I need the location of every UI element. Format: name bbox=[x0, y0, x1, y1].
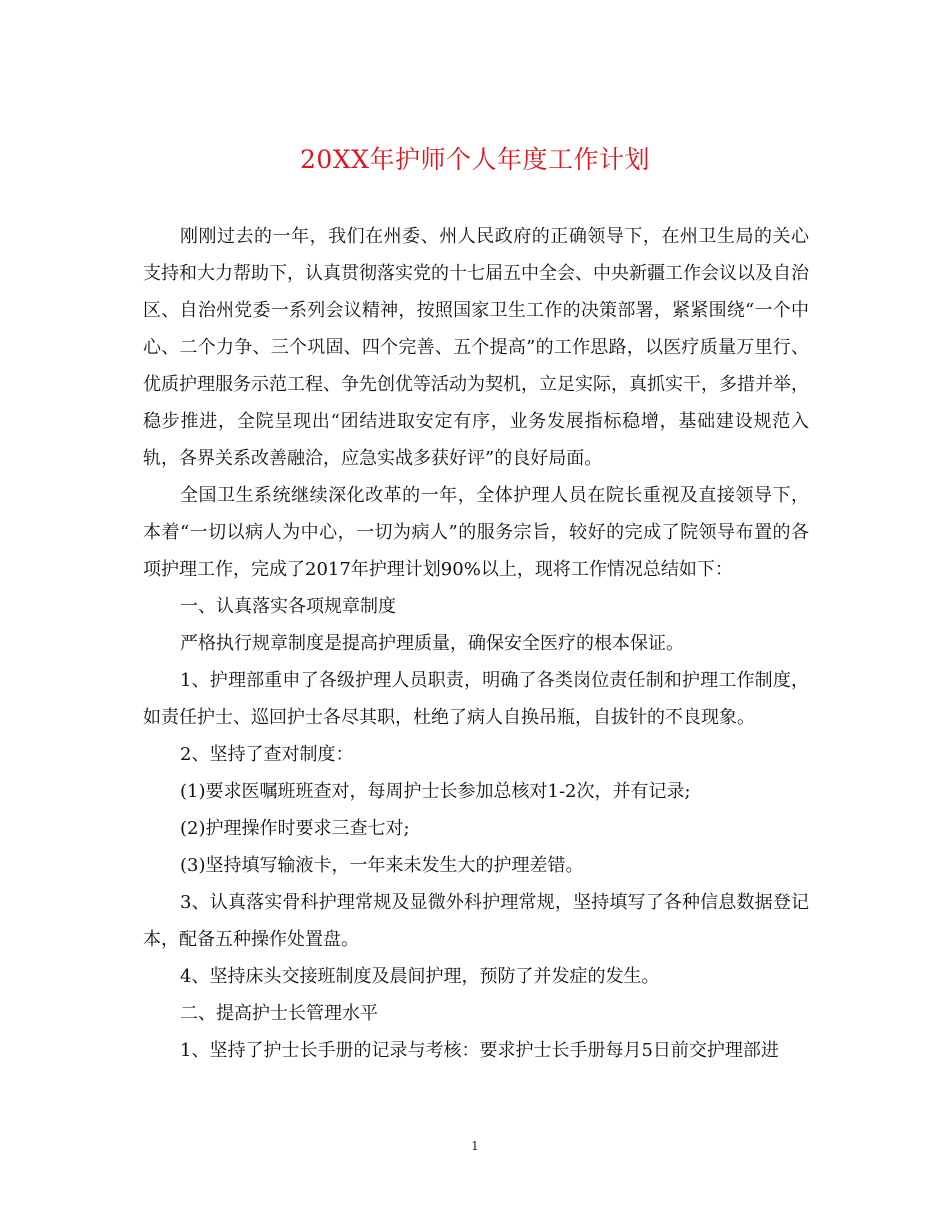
list-item: 3、认真落实骨科护理常规及显微外科护理常规，坚持填写了各种信息数据登记本，配备五种操作处置盘。 bbox=[143, 892, 809, 950]
list-item: 1、坚持了护士长手册的记录与考核：要求护士长手册每月5日前交护理部进 bbox=[180, 1040, 779, 1061]
list-item: 1、护理部重申了各级护理人员职责，明确了各类岗位责任制和护理工作制度，如责任护士、巡回护士各尽其职，杜绝了病人自换吊瓶，自拔针的不良现象。 bbox=[143, 670, 809, 728]
document-body bbox=[143, 218, 809, 1069]
section-heading-1: 一、认真落实各项规章制度 bbox=[180, 596, 396, 617]
page-number: 1 bbox=[471, 1139, 479, 1153]
sub-list-item: (1)要求医嘱班班查对，每周护士长参加总核对1-2次，并有记录; bbox=[180, 781, 691, 802]
sub-list-item: (2)护理操作时要求三查七对; bbox=[180, 818, 410, 839]
paragraph: 严格执行规章制度是提高护理质量，确保安全医疗的根本保证。 bbox=[180, 633, 684, 654]
document-title: 20XX年护师个人年度工作计划 bbox=[300, 145, 650, 174]
paragraph-summary: 全国卫生系统继续深化改革的一年，全体护理人员在院长重视及直接领导下，本着“一切以病人为中心，一切为病人”的服务宗旨，较好的完成了院领导布置的各项护理工作，完成了2017年护理计划90%以上，现将工作情况总结如下： bbox=[143, 485, 809, 580]
section-heading-2: 二、提高护士长管理水平 bbox=[180, 1003, 378, 1024]
list-item: 4、坚持床头交接班制度及晨间护理，预防了并发症的发生。 bbox=[180, 966, 660, 987]
list-item: 2、坚持了查对制度： bbox=[180, 744, 354, 765]
sub-list-item: (3)坚持填写输液卡，一年来未发生大的护理差错。 bbox=[180, 855, 584, 876]
paragraph-intro: 刚刚过去的一年，我们在州委、州人民政府的正确领导下，在州卫生局的关心支持和大力帮助下，认真贯彻落实党的十七届五中全会、中央新疆工作会议以及自治区、自治州党委一系列会议精神，按照国家卫生工作的决策部署，紧紧围绕“一个中心、二个力争、三个巩固、四个完善、五个提高”的工作思路，以医疗质量万里行、优质护理服务示范工程、争先创优等活动为契机，立足实际，真抓实干，多措并举，稳步推进，全院呈现出“团结进取安定有序，业务发展指标稳增，基础建设规范入轨，各界关系改善融洽，应急实战多获好评”的良好局面。 bbox=[143, 226, 809, 469]
